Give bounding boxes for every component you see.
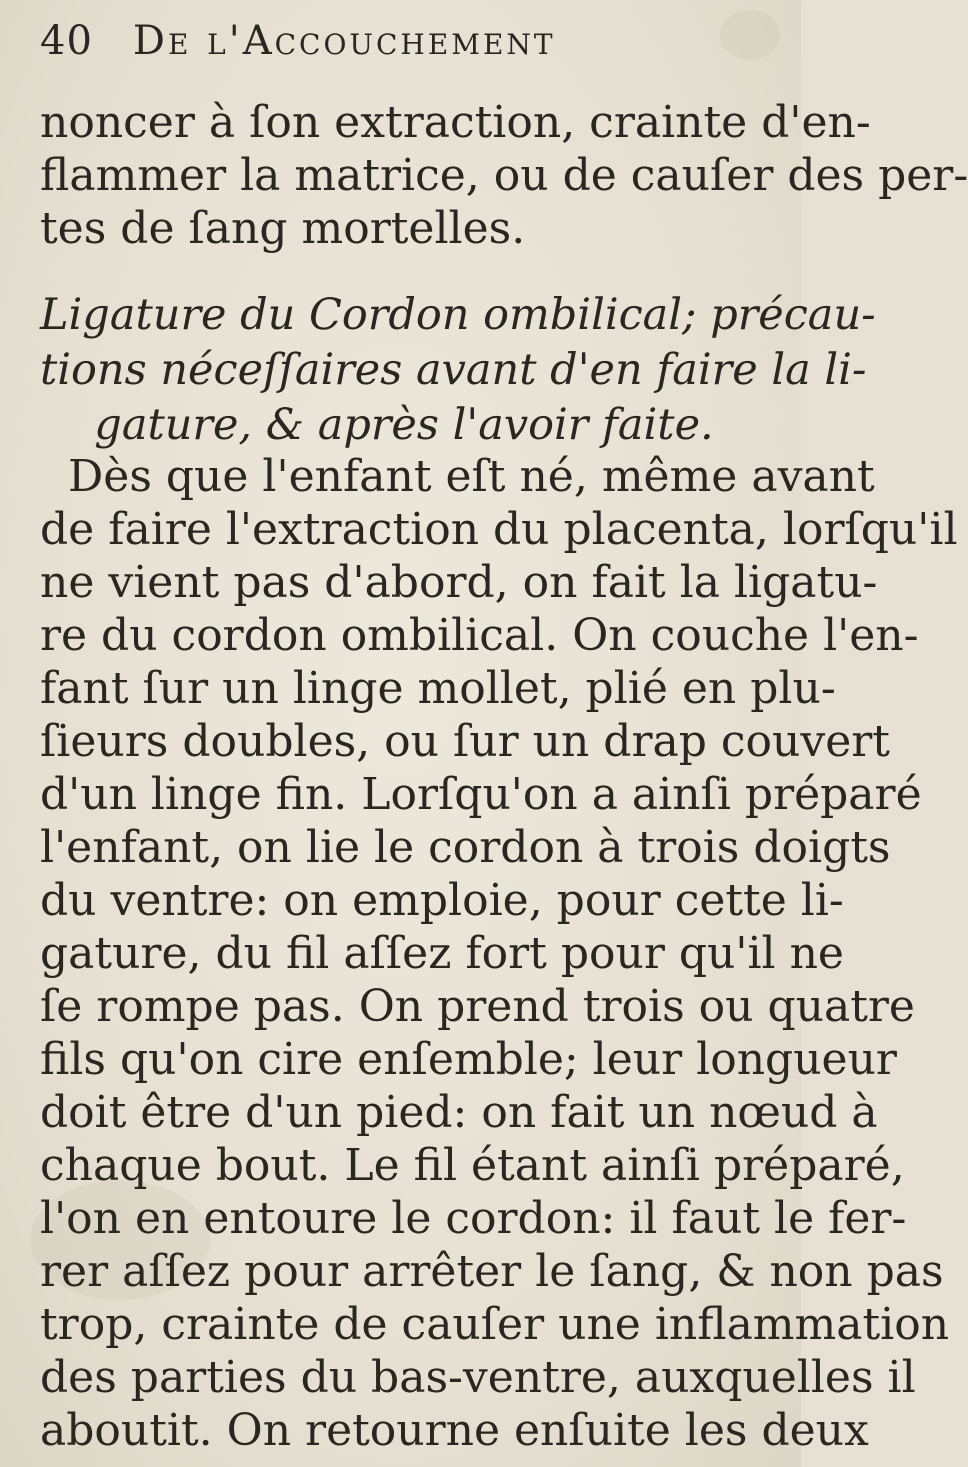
text-line: des parties du bas-ventre, auxquelles il: [40, 1352, 916, 1403]
text-line: l'enfant, on lie le cordon à trois doigts: [40, 822, 891, 873]
heading-line: gature, & après l'avoir faite.: [94, 400, 714, 450]
text-line: Dès que l'enfant eſt né, même avant: [68, 451, 875, 502]
section-heading: [40, 288, 876, 453]
text-line: du ventre: on emploie, pour cette li-: [40, 875, 844, 926]
paragraph-continuation: [40, 96, 968, 255]
page-header: [40, 18, 780, 78]
page-number: 40: [40, 18, 93, 64]
heading-line: tions néceſſaires avant d'en faire la li-: [40, 345, 867, 395]
running-title: De l'Accouchement: [132, 18, 556, 64]
heading-line: Ligature du Cordon ombilical; précau-: [40, 290, 876, 340]
text-line: rer aſſez pour arrêter le ſang, & non pas: [40, 1246, 944, 1297]
text-line: flammer la matrice, ou de cauſer des per-: [40, 150, 968, 201]
text-line: doit être d'un pied: on fait un nœud à: [40, 1087, 878, 1138]
text-line: ſe rompe pas. On prend trois ou quatre: [40, 981, 915, 1032]
text-line: de faire l'extraction du placenta, lorſqu'il: [40, 504, 958, 555]
text-line: chaque bout. Le fil étant ainſi préparé,: [40, 1140, 905, 1191]
text-line: tes de ſang mortelles.: [40, 203, 526, 254]
text-line: trop, crainte de cauſer une inflammation: [40, 1299, 950, 1350]
text-line: ſieurs doubles, ou ſur un drap couvert: [40, 716, 890, 767]
text-line: gature, du fil aſſez fort pour qu'il ne: [40, 928, 844, 979]
text-line: d'un linge fin. Lorſqu'on a ainſi préparé: [40, 769, 922, 820]
text-line: re du cordon ombilical. On couche l'en-: [40, 610, 919, 661]
text-line: ne vient pas d'abord, on fait la ligatu-: [40, 557, 878, 608]
text-line: l'on en entoure le cordon: il faut le fer-: [40, 1193, 907, 1244]
text-line: noncer à ſon extraction, crainte d'en-: [40, 97, 871, 148]
text-line: fant ſur un linge mollet, plié en plu-: [40, 663, 836, 714]
text-line: aboutit. On retourne enſuite les deux: [40, 1405, 869, 1456]
paragraph-body: [40, 450, 958, 1457]
text-line: fils qu'on cire enſemble; leur longueur: [40, 1034, 897, 1085]
